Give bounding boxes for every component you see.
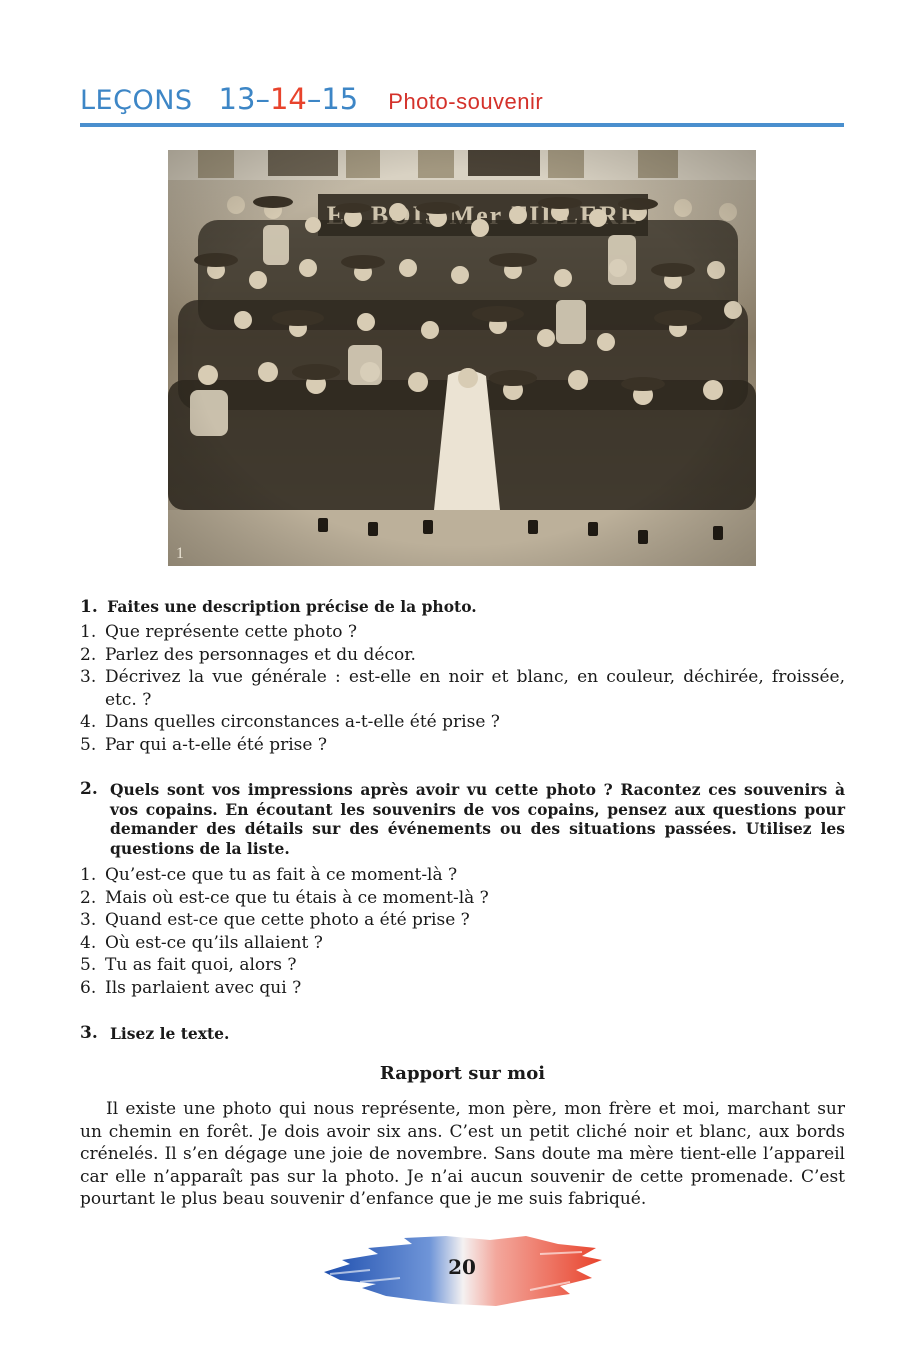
question-text: Tu as fait quoi, alors ? [105,955,297,975]
exercise-2 [80,780,845,999]
question-item [80,666,845,711]
question-item [80,621,845,644]
lessons-label: LEÇONS [80,85,193,116]
question-item [80,954,845,977]
question-text: Mais où est-ce que tu étais à ce moment-là ? [105,887,489,908]
lesson-topic: Photo-souvenir [388,89,544,114]
question-number: 4. [80,712,97,732]
page-number: 20 [448,1255,476,1279]
exercise-2-questions [80,864,845,999]
question-number: 5. [80,734,97,755]
exercise-1-instruction: Faites une description précise de la photo. [107,597,477,616]
exercise-3-number: 3. [80,1023,98,1043]
question-text: Que représente cette photo ? [105,622,357,642]
question-item [80,932,845,955]
question-text: Décrivez la vue générale : est-elle en noir et blanc, en couleur, déchirée, froissée, etc. ? [105,667,845,710]
question-item [80,644,845,667]
lesson-numbers [219,82,359,116]
header-rule [80,123,844,127]
exercise-3-heading [80,1024,845,1044]
lesson-number-15: 15 [321,82,359,116]
exercise-1-number: 1. [80,597,98,617]
question-text: Qu’est-ce que tu as fait à ce moment-là ? [105,865,458,885]
lesson-number-13: 13 [218,82,256,116]
question-number: 1. [80,622,97,642]
text-body: Il existe une photo qui nous représente, mon père, mon frère et moi, marchant sur un chemin en forêt. Je dois avoir six ans. C’est un petit cliché noir et blanc, aux bords crénelés. Il s’en dégage une joie de novembre. Sans doute ma mère tient-elle l’appareil car elle n’apparaît pas sur la photo. Je n’ai aucun souvenir de cette promenade. C’est pourtant le plus beau souvenir d’enfance que je me suis fabriqué. [80,1099,845,1209]
exercise-1-questions [80,621,845,756]
question-text: Ils parlaient avec qui ? [105,977,302,998]
exercise-2-instruction: Quels sont vos impressions après avoir vu cette photo ? Racontez ces souvenirs à vos copains. En écoutant les souvenirs de vos copains, pensez aux questions pour demander des détails sur des événements ou des situations passées. Utilisez les questions de la liste. [110,780,845,858]
question-item [80,887,845,910]
question-text: Quand est-ce que cette photo a été prise ? [105,910,470,930]
question-number: 2. [80,644,97,665]
text-title: Rapport sur moi [379,1063,546,1084]
lesson-number-14: 14 [269,82,307,116]
question-text: Par qui a-t-elle été prise ? [105,734,327,755]
photo-number: 1 [176,545,184,562]
question-item [80,711,845,734]
exercise-3-instruction: Lisez le texte. [110,1024,230,1043]
question-text: Où est-ce qu’ils allaient ? [105,932,323,953]
question-item [80,734,845,757]
question-number: 2. [80,887,97,908]
question-text: Dans quelles circonstances a-t-elle été prise ? [105,712,500,732]
question-number: 4. [80,932,97,953]
question-item [80,977,845,1000]
question-number: 1. [80,865,97,885]
lesson-dash: – [306,82,322,116]
question-number: 3. [80,910,97,930]
exercise-1-heading [80,597,845,617]
question-item [80,909,845,932]
question-text: Parlez des personnages et du décor. [105,644,416,665]
exercise-2-heading [80,780,845,858]
exercise-1 [80,597,845,756]
exercise-2-number: 2. [80,779,98,799]
wedding-group-photo [168,150,756,566]
question-item [80,864,845,887]
page-footer [320,1230,604,1312]
question-number: 6. [80,977,97,998]
question-number: 3. [80,667,97,687]
lesson-dash: – [255,82,270,116]
question-number: 5. [80,955,97,975]
exercise-3 [80,1024,845,1044]
lesson-header [80,82,844,126]
